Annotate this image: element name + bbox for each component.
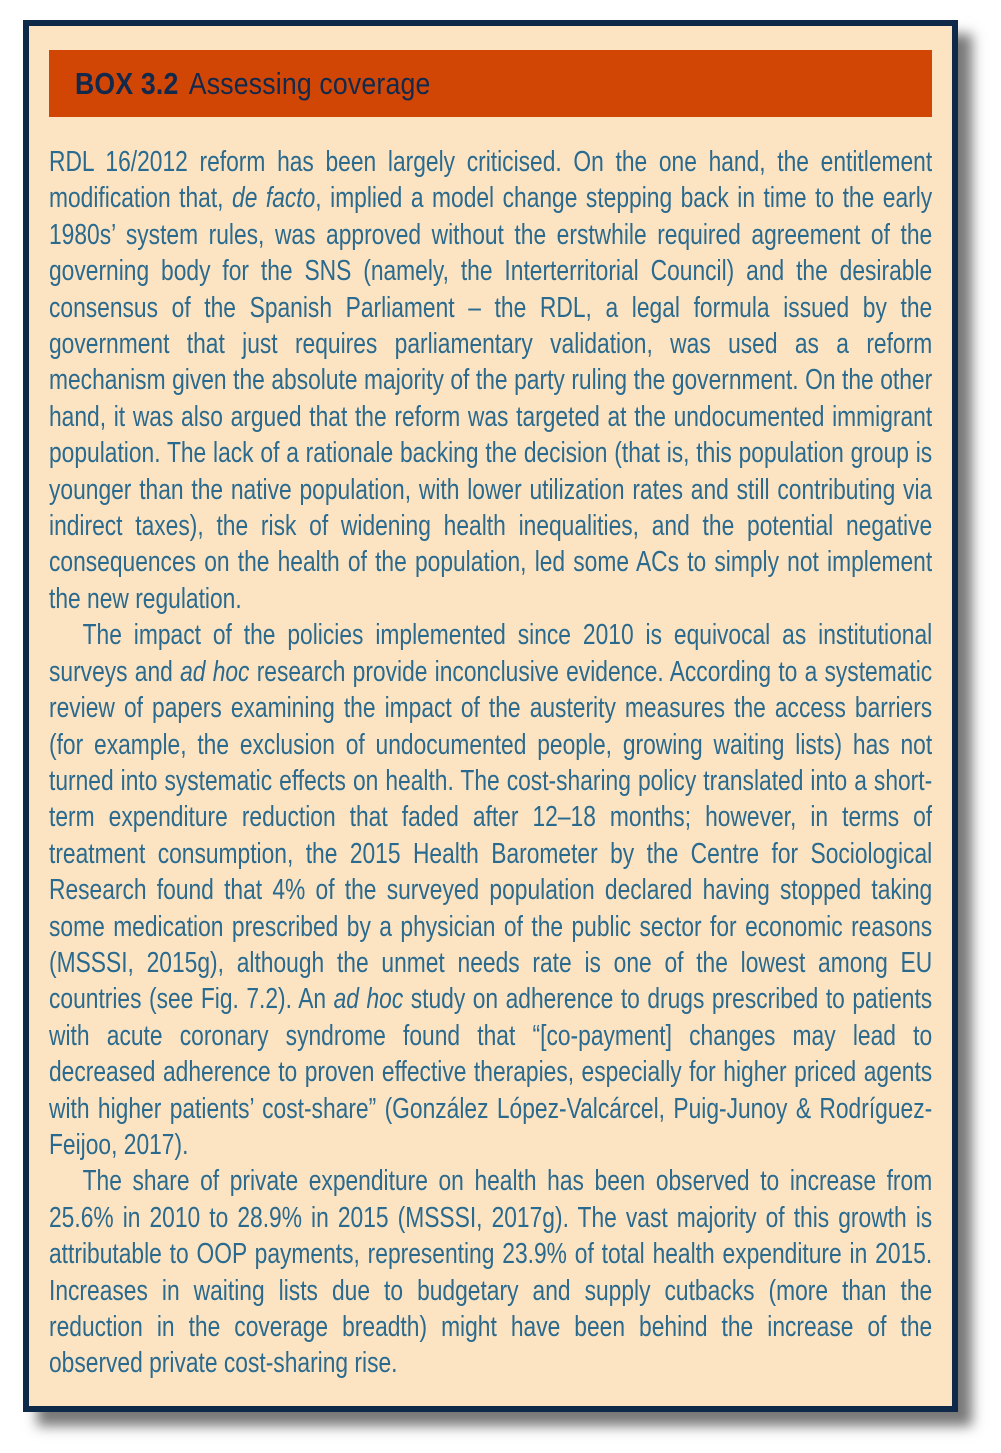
- box-number-label: BOX 3.2: [75, 65, 179, 101]
- box-header-text: [75, 66, 430, 102]
- paragraph: RDL 16/2012 reform has been largely criticised. On the one hand, the entitlement modification that, de facto, implied a model change stepping back in time to the early 1980s’ system rules, was approved without the erstwhile required agreement of the governing body for the SNS (namely, the Interterritorial Council) and the desirable consensus of the Spanish Parliament – the RDL, a legal formula issued by the government that just requires parliamentary validation, was used as a reform mechanism given the absolute majority of the party ruling the government. On the other hand, it was also argued that the reform was targeted at the undocumented immigrant population. The lack of a rationale backing the decision (that is, this population group is younger than the native population, with lower utilization rates and still contributing via indirect taxes), the risk of widening health inequalities, and the potential negative consequences on the health of the population, led some ACs to simply not implement the new regulation.: [49, 146, 932, 615]
- box-header-bar: [49, 50, 932, 117]
- callout-box: [23, 20, 958, 1412]
- paragraph: The impact of the policies implemented since 2010 is equivocal as institutional surveys and ad hoc research provide inconclusive evidence. According to a systematic review of papers examining the impact of the austerity measures the access barriers (for example, the exclusion of undocumented people, growing waiting lists) has not turned into systematic effects on health. The cost-sharing policy translated into a short-term expenditure reduction that faded after 12–18 months; however, in terms of treatment consumption, the 2015 Health Barometer by the Centre for Sociological Research found that 4% of the surveyed population declared having stopped taking some medication prescribed by a physician of the public sector for economic reasons (MSSSI, 2015g), although the unmet needs rate is one of the lowest among EU countries (see Fig. 7.2). An ad hoc study on adherence to drugs prescribed to patients with acute coronary syndrome found that “[co-payment] changes may lead to decreased adherence to proven effective therapies, especially for higher priced agents with higher patients’ cost-share” (González López-Valcárcel, Puig-Junoy & Rodríguez-Feijoo, 2017).: [49, 619, 932, 1161]
- box-title: Assessing coverage: [188, 65, 431, 101]
- box-body: [49, 144, 932, 1382]
- paragraph: The share of private expenditure on health has been observed to increase from 25.6% in 2010 to 28.9% in 2015 (MSSSI, 2017g). The vast majority of this growth is attributable to OOP payments, representing 23.9% of total health expenditure in 2015. Increases in waiting lists due to budgetary and supply cutbacks (more than the reduction in the coverage breadth) might have been behind the increase of the observed private cost-sharing rise.: [49, 1165, 932, 1380]
- box-body-text: [49, 144, 932, 1382]
